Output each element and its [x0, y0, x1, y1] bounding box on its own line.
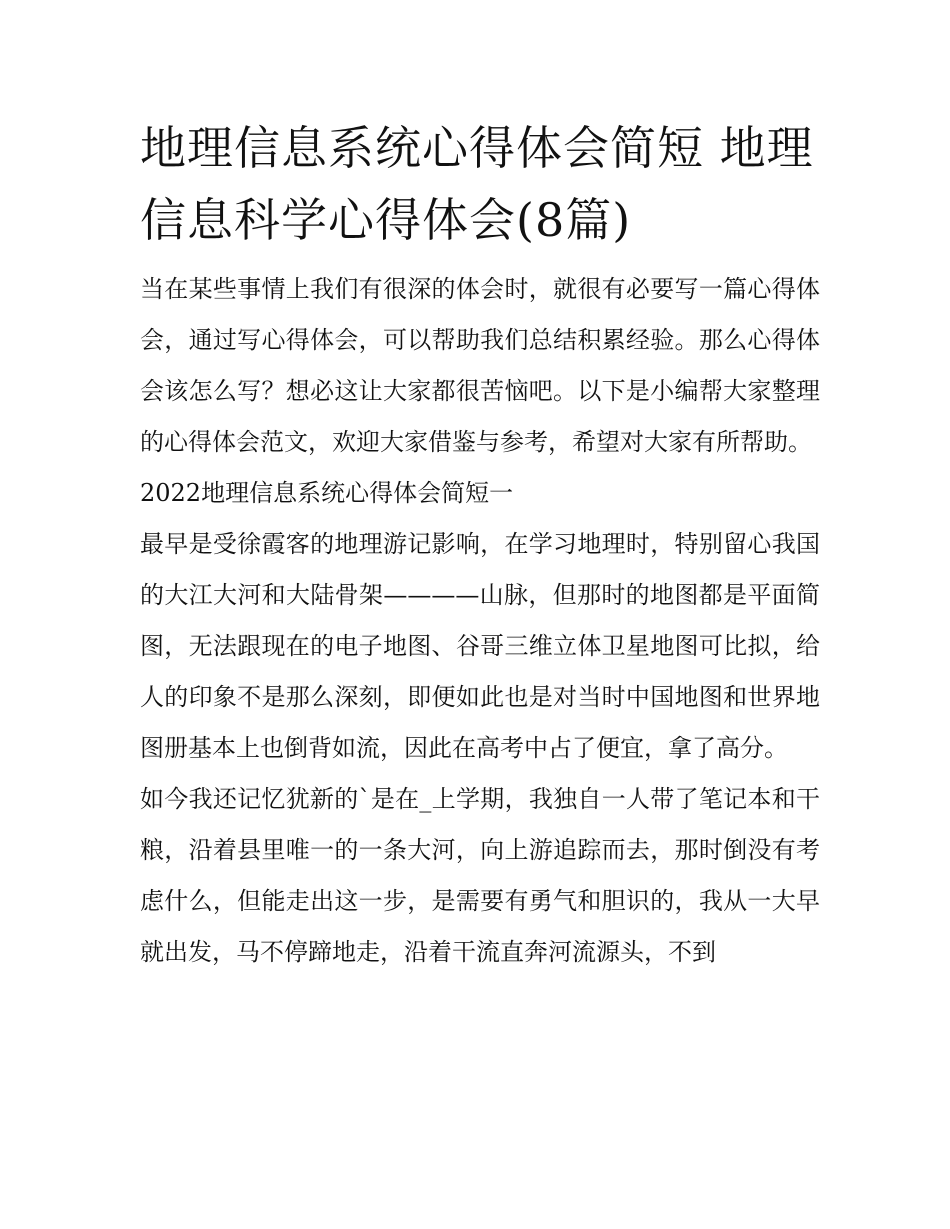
body-paragraph-2: 如今我还记忆犹新的`是在_上学期，我独自一人带了笔记本和干粮，沿着县里唯一的一条大河，向上游追踪而去，那时倒没有考虑什么，但能走出这一步，是需要有勇气和胆识的，我从一大早就出发，马不停蹄地走，沿着干流直奔河流源头，不到 — [140, 785, 820, 966]
intro-paragraph: 当在某些事情上我们有很深的体会时，就很有必要写一篇心得体会，通过写心得体会，可以帮助我们总结积累经验。那么心得体会该怎么写？想必这让大家都很苦恼吧。以下是小编帮大家整理的心得体会范文，欢迎大家借鉴与参考，希望对大家有所帮助。 — [140, 275, 820, 456]
section-heading: 2022地理信息系统心得体会简短一 — [140, 479, 514, 507]
document-title: 地理信息系统心得体会简短 地理信息科学心得体会(8篇) — [140, 121, 814, 247]
document-page — [140, 112, 820, 978]
body-paragraph-1: 最早是受徐霞客的地理游记影响，在学习地理时，特别留心我国的大江大河和大陆骨架————山脉，但那时的地图都是平面简图，无法跟现在的电子地图、谷哥三维立体卫星地图可比拟，给人的印象不是那么深刻，即便如此也是对当时中国地图和世界地图册基本上也倒背如流，因此在高考中占了便宜，拿了高分。 — [140, 530, 820, 762]
